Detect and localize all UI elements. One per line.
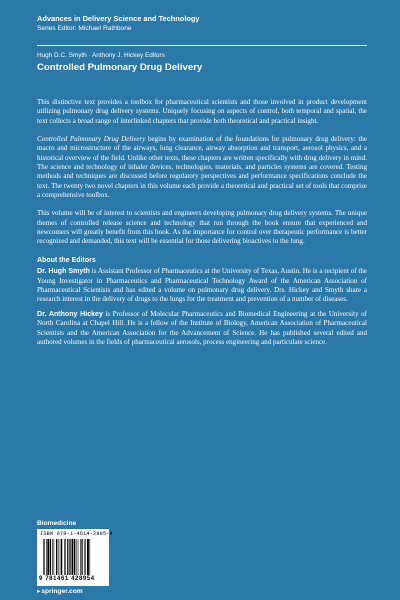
publisher-url — [37, 587, 83, 595]
series-header — [37, 14, 367, 34]
blurb-paragraph-2 — [37, 135, 367, 200]
blurb-paragraph-1: This distinctive text provides a toolbox for pharmaceutical scientists and those involved in product development utilizing pulmonary drug delivery systems. Uniquely focusing on aspects of control, both temporal and spatial, the text collects a broad range of interlinked chapters that provide both theoretical and practical insight. — [37, 98, 367, 125]
editor-name-hickey: Dr. Anthony Hickey — [37, 311, 103, 319]
about-editors-heading: About the Editors — [37, 256, 96, 264]
blurb-title-reference: Controlled Pulmonary Drug Delivery — [37, 135, 146, 144]
blurb-paragraph-3: This volume will be of interest to scientists and engineers developing pulmonary drug delivery systems. The unique themes of controlled release science and technology that run through the book ensure that experienced and newcomers will greatly benefit from this book. As the importance for control over therapeutic performance is better recognized and demanded, this text will be essential for those delivering bioactives to the lung. — [37, 209, 367, 246]
isbn-barcode — [37, 529, 113, 586]
editor-bio-smyth-text: is Assistant Professor of Pharmaceutics at the University of Texas, Austin. He is a recipient of the Young Investigator in Pharmaceutics and Pharmaceutical Technology Award of the American Association of Pharmaceutical Scientists and has edited a volume on pulmonary drug delivery. Drs. Hickey and Smyth share a research interest in the delivery of drugs to the lungs for the treatment and prevention of a number of diseases. — [37, 267, 367, 304]
series-editor: Series Editor: Michael Rathbone — [37, 25, 132, 32]
header-divider — [37, 45, 367, 46]
series-title: Advances in Delivery Science and Technology — [37, 14, 200, 23]
arrow-right-icon: ▸ — [37, 588, 41, 595]
editor-bio-hickey-text: is Professor of Molecular Pharmaceutics and Biomedical Engineering at the University of North Carolina at Chapel Hill. He is a fellow of the Institute of Biology, American Association of Pharmaceutical Scientists and the American Association for the Advancement of Science. He has published several edited and authored volumes in the fields of pharmaceutical aerosols, process engineering and particulate science. — [37, 310, 367, 347]
barcode-bars — [43, 539, 105, 575]
editor-name-smyth: Dr. Hugh Smyth — [37, 268, 90, 276]
editor-bio-smyth — [37, 267, 367, 304]
book-title: Controlled Pulmonary Drug Delivery — [37, 62, 203, 73]
blurb-paragraph-2-text: begins by examination of the foundations for pulmonary drug delivery: the macro and microstructure of the airways, lung clearance, airway absorption and transport, aerosol physics, and a historical overview of the field. Unlike other texts, these chapters are written specifically with drug delivery in mind. The science and technology of inhaler devices, technologies, materials, and particles systems are covered. Testing methods and techniques are discussed before regulatory perspectives and performance specifications conclude the text. The twenty two novel chapters in this volume each provide a theoretical and practical set of tools that comprise a comprehensive toolbox. — [37, 135, 368, 200]
publisher-url-text: springer.com — [41, 587, 83, 595]
barcode-number: 9 781461 428954 — [39, 576, 95, 582]
isbn-label: ISBN 978-1-4614-2895-4 — [40, 531, 113, 537]
editor-bio-hickey — [37, 310, 367, 347]
blurb — [37, 98, 367, 353]
subject-category: Biomedicine — [37, 520, 77, 527]
book-editors: Hugh D.C. Smyth · Anthony J. Hickey Editors — [37, 52, 165, 59]
